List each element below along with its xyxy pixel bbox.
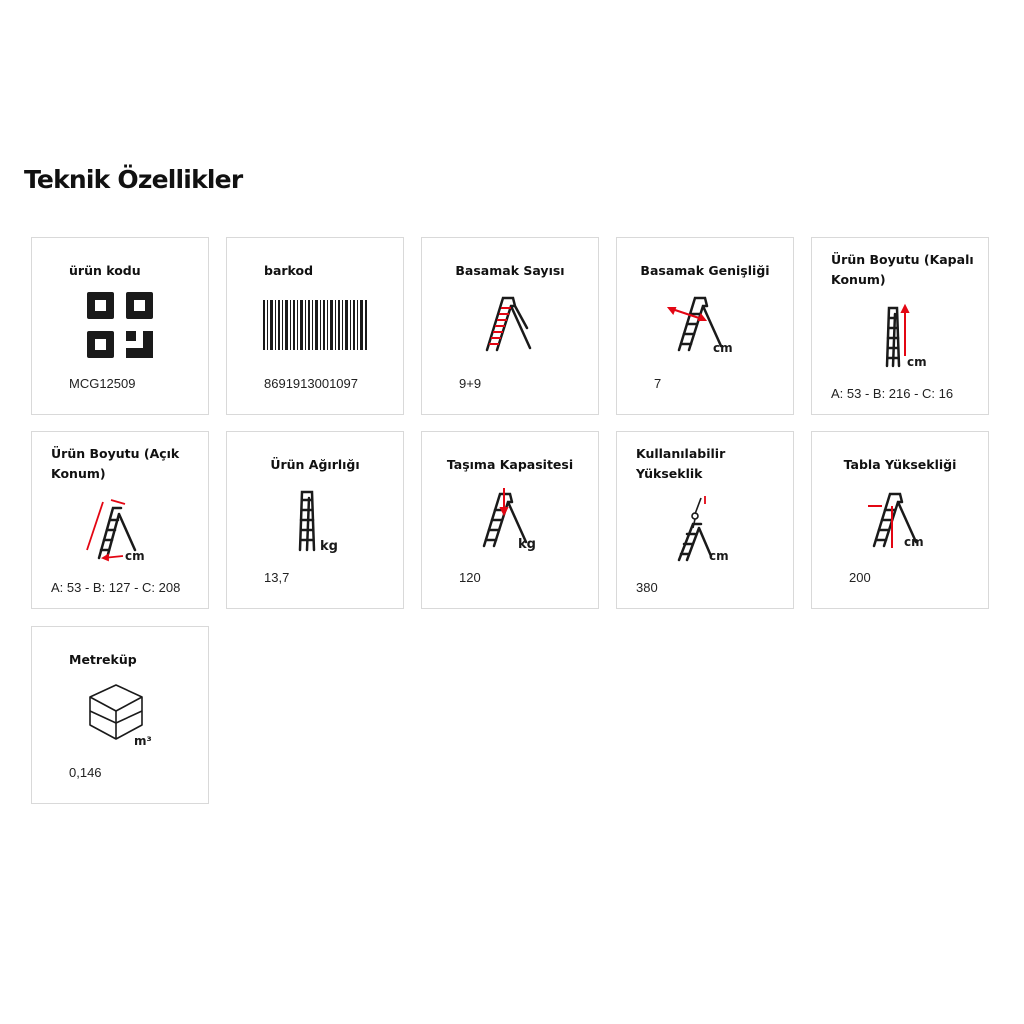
spec-card-size-open xyxy=(31,431,209,609)
spec-label: barkod xyxy=(264,263,314,278)
spec-card-usable-height xyxy=(616,431,794,609)
unit-label: cm xyxy=(907,355,927,369)
spec-label: Kullanılabilir Yükseklik xyxy=(636,446,726,481)
spec-label: Tabla Yüksekliği xyxy=(843,457,957,472)
page-title: Teknik Özellikler xyxy=(24,165,243,194)
ladder-platform-height-icon xyxy=(812,484,988,554)
unit-label: cm xyxy=(709,549,729,563)
ladder-steps-icon xyxy=(422,288,598,358)
unit-label: kg xyxy=(518,537,536,552)
ladder-weight-icon xyxy=(227,484,403,554)
spec-card-product-code xyxy=(31,237,209,415)
unit-label: m³ xyxy=(134,734,152,748)
spec-value: 380 xyxy=(636,580,658,595)
unit-label: cm xyxy=(125,549,145,563)
spec-label: Metreküp xyxy=(69,652,137,667)
spec-value: A: 53 - B: 216 - C: 16 xyxy=(831,386,954,401)
spec-value: 9+9 xyxy=(459,376,482,391)
spec-value: 200 xyxy=(849,570,871,585)
spec-card-weight xyxy=(226,431,404,609)
unit-label: cm xyxy=(713,341,733,355)
spec-card-platform-height xyxy=(811,431,989,609)
spec-label: Ürün Boyutu (Açık Konum) xyxy=(51,446,180,481)
ladder-open-size-icon xyxy=(32,494,208,564)
spec-value: 8691913001097 xyxy=(264,376,358,391)
unit-label: kg xyxy=(320,539,338,554)
spec-value: MCG12509 xyxy=(69,376,136,391)
spec-value: 0,146 xyxy=(69,765,102,780)
unit-label: cm xyxy=(904,535,924,549)
spec-label: Basamak Genişliği xyxy=(640,263,770,278)
spec-label: Ürün Boyutu (Kapalı Konum) xyxy=(831,252,974,287)
spec-label: Basamak Sayısı xyxy=(455,263,565,278)
spec-value: A: 53 - B: 127 - C: 208 xyxy=(51,580,181,595)
ladder-capacity-icon xyxy=(422,484,598,554)
spec-label: ürün kodu xyxy=(69,263,141,278)
barcode-icon xyxy=(227,290,403,360)
ladder-step-width-icon xyxy=(617,288,793,358)
spec-card-step-count xyxy=(421,237,599,415)
qr-code-icon xyxy=(32,290,208,360)
ladder-closed-size-icon xyxy=(812,300,988,370)
spec-value: 7 xyxy=(654,376,662,391)
spec-card-size-closed xyxy=(811,237,989,415)
cube-volume-icon xyxy=(32,679,208,749)
ladder-usable-height-icon xyxy=(617,494,793,564)
spec-card-capacity xyxy=(421,431,599,609)
spec-label: Ürün Ağırlığı xyxy=(270,457,360,472)
spec-value: 120 xyxy=(459,570,481,585)
spec-card-volume xyxy=(31,626,209,804)
spec-card-step-width xyxy=(616,237,794,415)
spec-label: Taşıma Kapasitesi xyxy=(446,457,574,472)
spec-card-barcode xyxy=(226,237,404,415)
spec-value: 13,7 xyxy=(264,570,290,585)
